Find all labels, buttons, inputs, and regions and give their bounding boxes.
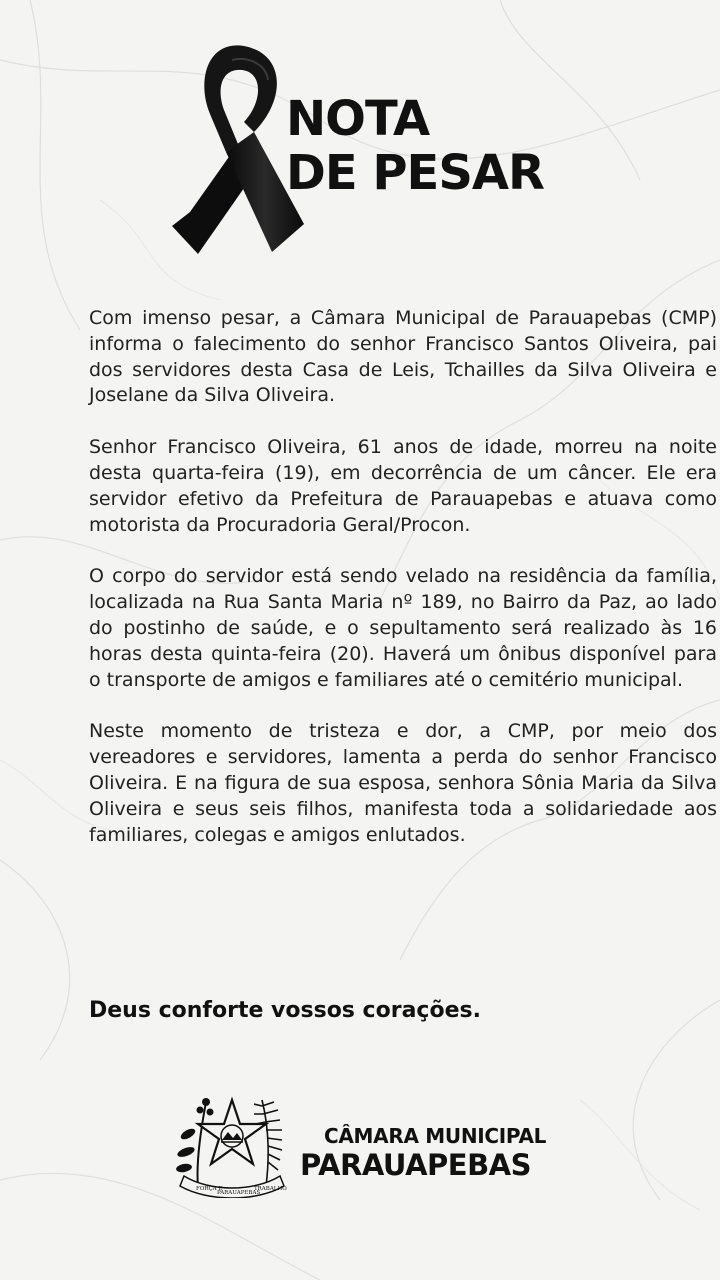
municipal-seal-icon [170,1094,294,1198]
seal-banner-left: FORÇA E [196,1186,223,1192]
seal-banner-right: TRABALHO [254,1186,287,1192]
paragraph-2: Senhor Francisco Oliveira, 61 anos de idade, morreu na noite desta quarta-feira (19), em decorrência de um câncer. Ele era servidor efetivo da Prefeitura de Parauapebas e atuava como motorista da Procuradoria Geral/Procon. [89,436,717,536]
logo-line-2: PARAUAPEBAS [300,1148,532,1182]
closing-blessing: Deus conforte vossos corações. [89,998,481,1023]
institution-logo [300,1124,546,1182]
logo-line-1: CÂMARA MUNICIPAL [324,1124,547,1148]
title-line-1: NOTA [286,91,430,147]
paragraph-1: Com imenso pesar, a Câmara Municipal de Parauapebas (CMP) informa o falecimento do senhor Francisco Santos Oliveira, pai dos servidores desta Casa de Leis, Tchailles da Silva Oliveira e Joselane da Silva Oliveira. [89,307,717,407]
page-title [286,92,544,200]
title-line-2: DE PESAR [286,145,544,201]
paragraph-4: Neste momento de tristeza e dor, a CMP, por meio dos vereadores e servidores, lamenta a perda do senhor Francisco Oliveira. E na figura de sua esposa, senhora Sônia Maria da Silva Oliveira e seus seis filhos, manifesta toda a solidariedade aos familiares, colegas e amigos enlutados. [89,720,717,846]
seal-banner-center: PARAUAPEBAS [217,1190,261,1196]
condolence-body [89,306,717,848]
paragraph-3: O corpo do servidor está sendo velado na residência da família, localizada na Rua Santa Maria nº 189, no Bairro da Paz, ao lado do postinho de saúde, e o sepultamento será realizado às 16 horas desta quinta-feira (20). Haverá um ônibus disponível para o transporte de amigos e familiares até o cemitério municipal. [89,565,717,691]
